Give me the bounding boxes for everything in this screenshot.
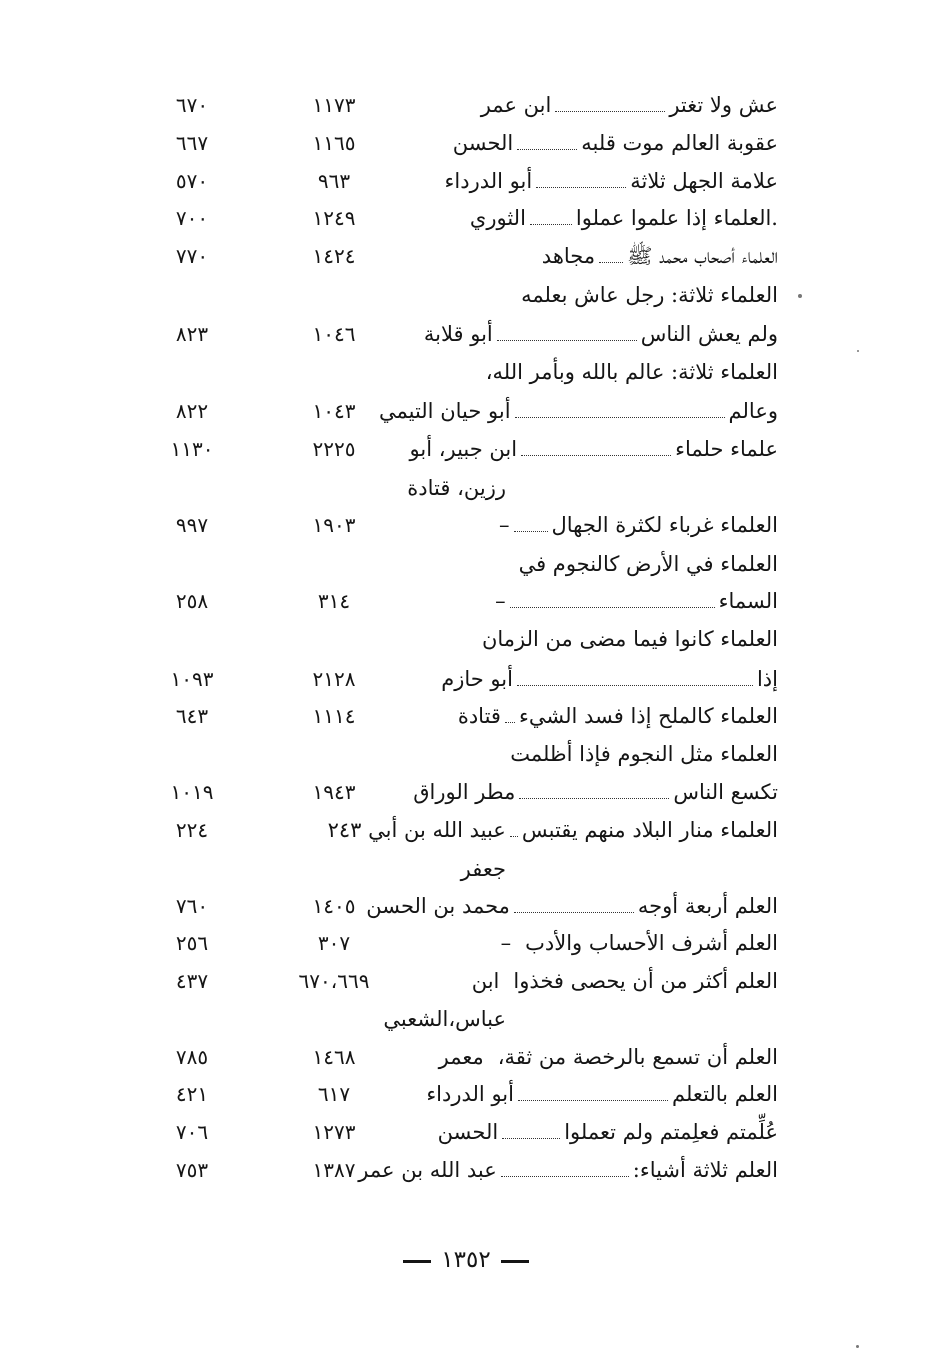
- entry-number: ١٠٤٦: [312, 322, 356, 346]
- entry-narrator: قتادة: [457, 704, 501, 728]
- entry-number: ٢٢٢٥: [312, 437, 356, 461]
- entry-number: ١٩٠٣: [312, 513, 356, 537]
- entry-narrator: أبو حازم: [441, 667, 513, 691]
- index-row: [0, 773, 932, 811]
- index-row: [0, 1075, 932, 1113]
- entry-text: العلماء ثلاثة: رجل عاش بعلمه: [521, 283, 778, 307]
- entry-page: ٧٥٣: [175, 1158, 209, 1182]
- leader-dots: [515, 417, 725, 418]
- index-row: [0, 887, 932, 925]
- index-row: [0, 1113, 932, 1151]
- entry-text: عش ولا تغتر: [669, 93, 778, 117]
- entry-text: العلماء ثلاثة: عالم بالله وبأمر الله،: [485, 360, 778, 384]
- index-row: [0, 506, 932, 544]
- entry-text-line: [138, 811, 778, 849]
- entry-page: ٥٧٠: [175, 169, 209, 193]
- leader-dots: [518, 1100, 668, 1101]
- entry-text-line: [138, 1038, 778, 1076]
- entry-narrator: عبيد الله بن أبي ٢٤٣: [327, 818, 506, 842]
- page-number: ١٣٥٢: [0, 1243, 932, 1277]
- entry-page: ٨٢٣: [175, 322, 209, 346]
- leader-dots: [501, 1176, 629, 1177]
- entry-page: ٧٠٦: [175, 1120, 209, 1144]
- leader-dots: [517, 149, 577, 150]
- entry-number: ٩٦٣: [317, 169, 351, 193]
- entry-number: ١٢٧٣: [312, 1120, 356, 1144]
- index-row: [0, 469, 932, 507]
- speck-mark: [798, 294, 802, 298]
- entry-narrator: أبو الدرداء: [426, 1082, 514, 1106]
- entry-narrator: محمد بن الحسن: [366, 894, 510, 918]
- entry-text: العلماء مثل النجوم فإذا أظلمت: [510, 742, 778, 766]
- entry-number: ٦١٧: [317, 1082, 351, 1106]
- entry-text-line: [138, 86, 778, 124]
- leader-dots: [514, 912, 634, 913]
- entry-narrator: الحسن: [452, 131, 514, 155]
- entry-text: .العلماء إذا علموا عملوا: [575, 206, 778, 230]
- entry-page: ٢٥٨: [175, 589, 209, 613]
- entry-text: العلم بالتعلم: [671, 1082, 778, 1106]
- index-row: [0, 86, 932, 124]
- entry-text-line: [138, 1151, 778, 1189]
- entry-text-line: [138, 430, 778, 468]
- index-row: [0, 1151, 932, 1189]
- index-row: [0, 1000, 932, 1038]
- leader-dots: [505, 722, 515, 723]
- entry-page: ٤٢١: [175, 1082, 209, 1106]
- entry-text-line: [138, 924, 778, 962]
- entry-number: ١٢٤٩: [312, 206, 356, 230]
- entry-text: العلم أشرف الأحساب والأدب: [525, 931, 778, 955]
- entry-text: السماء: [718, 589, 778, 613]
- entry-page: ٧٧٠: [175, 244, 209, 268]
- index-row: [0, 850, 932, 888]
- leader-dots: [510, 607, 715, 608]
- entry-page: ١١٣٠: [170, 437, 214, 461]
- entry-text: ولم يعش الناس: [640, 322, 778, 346]
- entry-text-line: [138, 315, 778, 353]
- entry-number: ١١١٤: [312, 704, 356, 728]
- entry-page: ٦٤٣: [175, 704, 209, 728]
- speck-mark: [856, 1345, 859, 1348]
- entry-narrator: ابن جبير، أبو: [409, 437, 518, 461]
- entry-text: جعفر: [460, 857, 506, 881]
- entry-narrator: أبو الدرداء: [444, 169, 533, 193]
- index-row: [0, 620, 932, 658]
- entry-number: ١٤٢٤: [312, 244, 356, 268]
- entry-number: ١٩٤٣: [312, 780, 356, 804]
- entry-text: العلم أربعة أوجه: [637, 894, 778, 918]
- entry-text-line: [138, 962, 778, 1000]
- entry-text-line: [138, 237, 778, 275]
- entry-text-line: [138, 697, 778, 735]
- entry-text: العلماء أصحاب محمد ﷺ: [627, 244, 778, 268]
- entry-number: ١٣٨٧: [312, 1158, 356, 1182]
- entry-text: علامة الجهل ثلاثة: [630, 169, 778, 193]
- entry-number: ٢١٢٨: [312, 667, 356, 691]
- entry-page: ٨٢٢: [175, 399, 209, 423]
- entry-narrator: ابن: [471, 969, 500, 993]
- entry-number: ١١٧٣: [312, 93, 356, 117]
- entry-narrator: الثوري: [469, 206, 526, 230]
- entry-narrator: مطر الوراق: [413, 780, 516, 804]
- entry-narrator: –: [499, 513, 510, 537]
- entry-text: العلماء كالملح إذا فسد الشيء: [518, 704, 778, 728]
- leader-dots: [536, 187, 626, 188]
- entry-text-line: [138, 1113, 778, 1151]
- entry-text: العلماء في الأرض كالنجوم في: [518, 552, 778, 576]
- entry-text-line: [138, 162, 778, 200]
- index-row: [0, 276, 932, 314]
- index-row: [0, 237, 932, 275]
- entry-page: ٧٨٥: [175, 1045, 209, 1069]
- entry-text-line: [138, 887, 778, 925]
- entry-text-line: [138, 545, 778, 583]
- entry-text: عباس،الشعبي: [383, 1007, 506, 1031]
- index-row: [0, 199, 932, 237]
- index-row: [0, 124, 932, 162]
- entry-text-line: [138, 353, 778, 391]
- entry-page: ٧٦٠: [175, 894, 209, 918]
- entry-narrator: مجاهد: [541, 244, 596, 268]
- entry-text-line: [138, 124, 778, 162]
- entry-text: عقوبة العالم موت قلبه: [581, 131, 778, 155]
- speck-mark: [857, 350, 859, 352]
- entry-text: رزين، قتادة: [407, 476, 506, 500]
- entry-number: ٣١٤: [317, 589, 351, 613]
- entry-text-line: [138, 1075, 778, 1113]
- index-row: [0, 545, 932, 583]
- index-row: [0, 811, 932, 849]
- leader-dots: [521, 455, 671, 456]
- entry-text: العلماء كانوا فيما مضى من الزمان: [481, 627, 778, 651]
- entry-narrator: معمر: [438, 1045, 484, 1069]
- index-row: [0, 582, 932, 620]
- index-row: [0, 1038, 932, 1076]
- index-row: [0, 924, 932, 962]
- entry-number: ٣٠٧: [317, 931, 351, 955]
- entry-narrator: الحسن: [437, 1120, 499, 1144]
- entry-text: العلم أكثر من أن يحصى فخذوا: [513, 969, 778, 993]
- entry-number: ٦٧٠،٦٦٩: [298, 969, 370, 993]
- index-row: [0, 315, 932, 353]
- entry-text-line: [138, 506, 778, 544]
- entry-number: ١٤٦٨: [312, 1045, 356, 1069]
- leader-dots: [510, 836, 518, 837]
- entry-text: علماء حلماء: [675, 437, 778, 461]
- entry-text-line: [0, 469, 778, 507]
- index-row: [0, 353, 932, 391]
- entry-text-line: [138, 773, 778, 811]
- entry-number: ١٠٤٣: [312, 399, 356, 423]
- entry-text-line: [138, 199, 778, 237]
- leader-dots: [599, 262, 623, 263]
- entry-text: العلماء غرباء لكثرة الجهال: [551, 513, 778, 537]
- index-row: [0, 962, 932, 1000]
- entry-page: ٢٥٦: [175, 931, 209, 955]
- entry-number: ١٤٠٥: [312, 894, 356, 918]
- entry-narrator: –: [500, 931, 512, 955]
- entry-page: ٩٩٧: [175, 513, 209, 537]
- index-row: [0, 392, 932, 430]
- entry-page: ٢٢٤: [175, 818, 209, 842]
- entry-text-line: [138, 735, 778, 773]
- entry-text-line: [138, 660, 778, 698]
- index-row: [0, 735, 932, 773]
- entry-text-line: [138, 582, 778, 620]
- entry-text: تكسع الناس: [673, 780, 778, 804]
- entry-text-line: [0, 1000, 778, 1038]
- index-row: [0, 162, 932, 200]
- entry-text-line: [0, 850, 778, 888]
- entry-number: ١١٦٥: [312, 131, 356, 155]
- entry-text: وعالم: [728, 399, 778, 423]
- entry-text: إذا: [756, 667, 778, 691]
- leader-dots: [514, 531, 548, 532]
- entry-text-line: [138, 620, 778, 658]
- index-row: [0, 430, 932, 468]
- leader-dots: [530, 224, 572, 225]
- entry-text-line: [138, 276, 778, 314]
- entry-text-line: [138, 392, 778, 430]
- index-row: [0, 660, 932, 698]
- entry-text: العلماء منار البلاد منهم يقتبس: [521, 818, 778, 842]
- entry-narrator: عبد الله بن عمر: [358, 1158, 497, 1182]
- entry-narrator: أبو حيان التيمي: [378, 399, 511, 423]
- entry-page: ٤٣٧: [175, 969, 209, 993]
- entry-page: ١٠٩٣: [170, 667, 214, 691]
- leader-dots: [519, 798, 669, 799]
- entry-page: ٦٦٧: [175, 131, 209, 155]
- entry-page: ٦٧٠: [175, 93, 209, 117]
- entry-narrator: –: [495, 589, 506, 613]
- index-row: [0, 697, 932, 735]
- entry-narrator: أبو قلابة: [423, 322, 493, 346]
- entry-text: العلم أن تسمع بالرخصة من ثقة،: [497, 1045, 778, 1069]
- entry-text: العلم ثلاثة أشياء:: [632, 1158, 778, 1182]
- leader-dots: [502, 1138, 560, 1139]
- entry-text: عُلِّمتم فعلِمتم ولم تعملوا: [564, 1120, 778, 1144]
- entry-page: ١٠١٩: [170, 780, 214, 804]
- entry-narrator: ابن عمر: [480, 93, 552, 117]
- entry-page: ٧٠٠: [175, 206, 209, 230]
- leader-dots: [555, 111, 665, 112]
- leader-dots: [497, 340, 637, 341]
- leader-dots: [517, 685, 753, 686]
